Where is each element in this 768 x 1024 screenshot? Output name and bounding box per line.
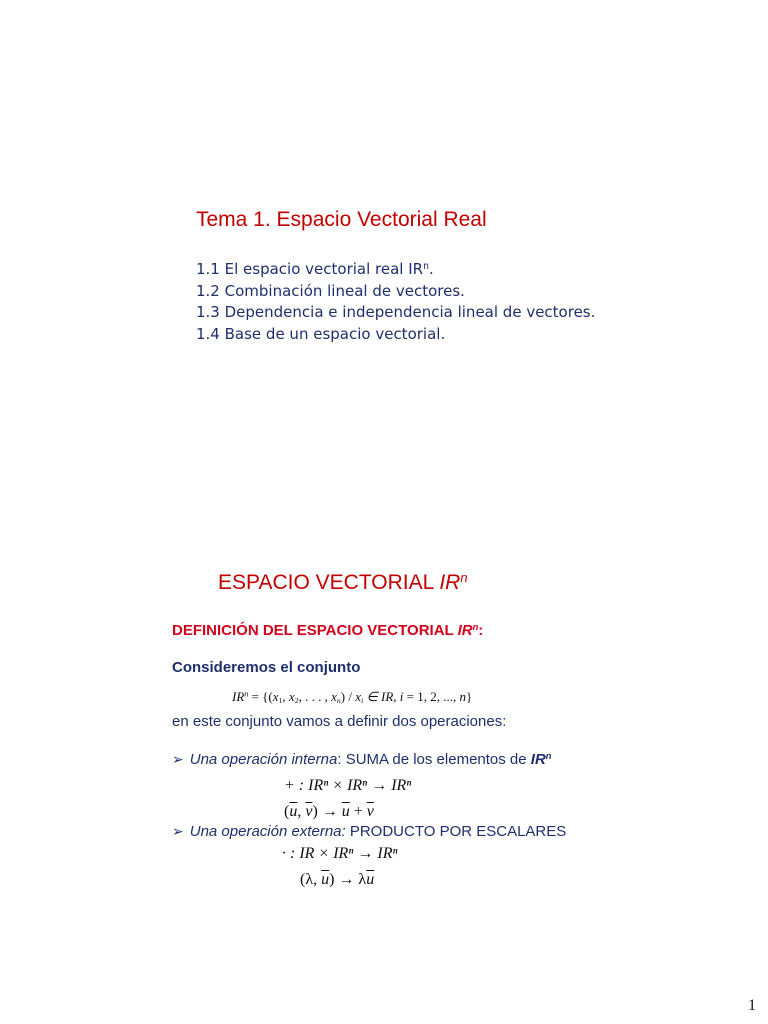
arrow-bullet-icon: ➢ [172, 751, 184, 767]
sum-operation-formula: + : IRⁿ × IRⁿ → IRⁿ [284, 777, 412, 794]
sum-mapping-formula: ($\overline{u}$, $\overline{v}) \to \overline{u} + \overline{v}$ [284, 803, 374, 820]
internal-operation-item: ➢ Una operación interna: SUMA de los elementos de $IR^n$ [172, 750, 552, 768]
slide-1-title: Tema 1. Espacio Vectorial Real [196, 208, 487, 231]
scalar-product-formula: · : IR × IRⁿ → IRⁿ [282, 845, 398, 862]
consider-set-text: Consideremos el conjunto [172, 659, 361, 676]
arrow-bullet-icon: ➢ [172, 823, 184, 839]
operations-intro-text: en este conjunto vamos a definir dos operaciones: [172, 713, 507, 730]
slide-2-title: ESPACIO VECTORIAL $IR^n$ [218, 569, 468, 594]
toc-item-3: 1.3 Dependencia e independencia lineal de vectores. [196, 303, 596, 321]
set-definition-formula: $IR^n = \{(x_1$, $x_2$, . . . , $x_n) / x_i$ ∈ IR, i = 1, 2, ..., n} [232, 689, 473, 705]
definition-heading: DEFINICIÓN DEL ESPACIO VECTORIAL $IR^n$: [172, 621, 484, 639]
table-of-contents [196, 259, 595, 345]
toc-item-1: 1.1 El espacio vectorial real $IR^n$. [196, 260, 434, 278]
external-operation-item: ➢ Una operación externa: PRODUCTO POR ESCALARES [172, 823, 567, 840]
toc-item-2: 1.2 Combinación lineal de vectores. [196, 281, 465, 300]
scalar-mapping-formula: (λ, $\overline{u}) \to \lambda\overline{u}$ [300, 871, 375, 888]
toc-item-4: 1.4 Base de un espacio vectorial. [196, 324, 446, 343]
page-number: 1 [748, 997, 756, 1014]
